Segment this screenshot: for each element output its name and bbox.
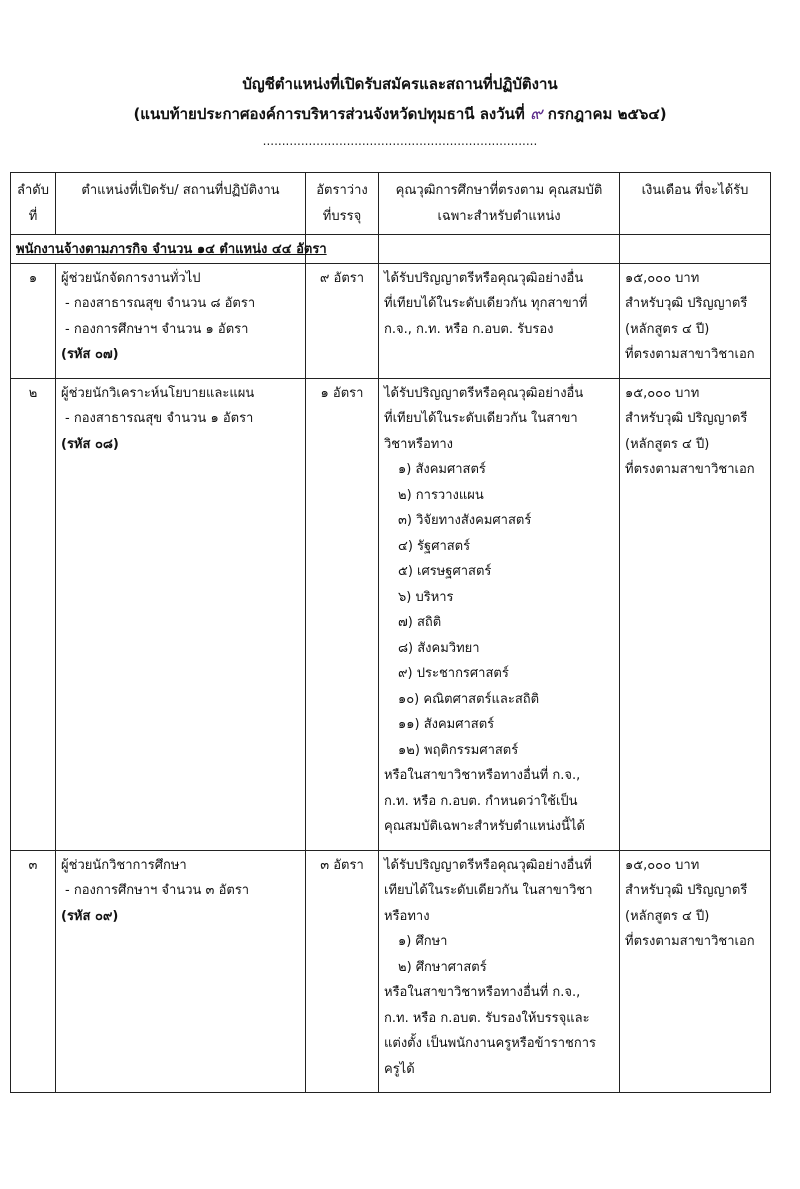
table-header-row: [11, 173, 771, 235]
salary-line: ที่ตรงตามสาขาวิชาเอก: [625, 934, 755, 949]
row-number: ๒: [11, 378, 56, 850]
major-item: ๙) ประชากรศาสตร์: [398, 666, 509, 681]
major-item: ๘) สังคมวิทยา: [398, 640, 480, 656]
salary-line: สำหรับวุฒิ ปริญญาตรี: [625, 296, 748, 311]
position-location: - กองการศึกษาฯ จำนวน ๓ อัตรา: [65, 883, 250, 898]
qualification-cell: [379, 850, 620, 1093]
qualification-cell: [379, 378, 620, 850]
salary-line: ที่ตรงตามสาขาวิชาเอก: [625, 462, 755, 477]
qualification-line: แต่งตั้ง เป็นพนักงานครูหรือข้าราชการ: [384, 1036, 597, 1051]
position-code: (รหัส ๐๗): [61, 347, 119, 362]
salary-cell: [620, 850, 771, 1093]
section-title: พนักงานจ้างตามภารกิจ จำนวน ๑๔ ตำแหน่ง ๔๔ อัตรา: [11, 235, 306, 264]
qualification-line: ก.ท. หรือ ก.อบต. กำหนดว่าใช้เป็น: [384, 793, 578, 809]
qualification-line: ที่เทียบได้ในระดับเดียวกัน ทุกสาขาที่: [384, 296, 588, 311]
qualification-line: ได้รับปริญญาตรีหรือคุณวุฒิอย่างอื่น: [384, 385, 584, 401]
position-code: (รหัส ๐๘): [61, 436, 119, 452]
major-item: ๑๐) คณิตศาสตร์และสถิติ: [398, 691, 540, 707]
row-number: ๓: [11, 850, 56, 1093]
salary-line: (หลักสูตร ๔ ปี): [625, 908, 710, 924]
major-item: ๔) รัฐศาสตร์: [398, 538, 471, 554]
table-row: [11, 263, 771, 378]
rate-cell: ๑ อัตรา: [306, 378, 379, 850]
salary-line: ๑๕,๐๐๐ บาท: [625, 385, 700, 401]
position-cell: [56, 263, 306, 378]
salary-line: ที่ตรงตามสาขาวิชาเอก: [625, 347, 755, 362]
title-divider: ........................................................................: [262, 134, 538, 148]
qualification-line: หรือในสาขาวิชาหรือทางอื่นที่ ก.จ.,: [384, 985, 581, 1000]
salary-cell: [620, 263, 771, 378]
major-item: ๒) การวางแผน: [398, 487, 484, 503]
major-item: ๑) ศึกษา: [398, 934, 448, 949]
header-rate: อัตราว่าง ที่บรรจุ: [306, 173, 379, 235]
section-qual-cell: [379, 235, 620, 264]
major-item: ๑๑) สังคมศาสตร์: [398, 717, 495, 732]
section-row: [11, 235, 771, 264]
position-cell: [56, 850, 306, 1093]
qualification-line: เทียบได้ในระดับเดียวกัน ในสาขาวิชา: [384, 883, 593, 898]
header-qualification: คุณวุฒิการศึกษาที่ตรงตาม คุณสมบัติเฉพาะสำหรับตำแหน่ง: [379, 173, 620, 235]
major-item: ๑) สังคมศาสตร์: [398, 462, 486, 477]
row-number: ๑: [11, 263, 56, 378]
rate-cell: ๓ อัตรา: [306, 850, 379, 1093]
subtitle-prefix: (แนบท้ายประกาศองค์การบริหารส่วนจังหวัดปทุมธานี ลงวันที่: [133, 105, 525, 123]
qualification-line: ได้รับปริญญาตรีหรือคุณวุฒิอย่างอื่น: [384, 270, 584, 286]
position-location: - กองสาธารณสุข จำนวน ๘ อัตรา: [65, 296, 256, 311]
positions-table: [10, 172, 771, 1093]
salary-line: ๑๕,๐๐๐ บาท: [625, 270, 700, 286]
subtitle-handwritten-day: ๙: [530, 104, 543, 124]
major-item: ๕) เศรษฐศาสตร์: [398, 564, 492, 579]
header-position: ตำแหน่งที่เปิดรับ/ สถานที่ปฏิบัติงาน: [56, 173, 306, 235]
position-title: ผู้ช่วยนักจัดการงานทั่วไป: [61, 270, 201, 286]
section-salary-cell: [620, 235, 771, 264]
header-salary: เงินเดือน ที่จะได้รับ: [620, 173, 771, 235]
qualification-line: ได้รับปริญญาตรีหรือคุณวุฒิอย่างอื่นที่: [384, 857, 592, 873]
qualification-line: ก.จ., ก.ท. หรือ ก.อบต. รับรอง: [384, 321, 554, 337]
document-subtitle: [0, 100, 800, 127]
table-body: [11, 235, 771, 1093]
qualification-line: ครูได้: [384, 1061, 415, 1077]
major-item: ๒) ศึกษาศาสตร์: [398, 959, 487, 975]
document-title: บัญชีตำแหน่งที่เปิดรับสมัครและสถานที่ปฏิบัติงาน: [242, 75, 558, 93]
major-item: ๓) วิจัยทางสังคมศาสตร์: [398, 513, 532, 528]
qualification-line: ที่เทียบได้ในระดับเดียวกัน ในสาขา: [384, 411, 578, 426]
major-item: ๗) สถิติ: [398, 615, 442, 630]
salary-line: (หลักสูตร ๔ ปี): [625, 436, 710, 452]
qualification-line: วิชาหรือทาง: [384, 436, 453, 452]
salary-line: สำหรับวุฒิ ปริญญาตรี: [625, 883, 748, 898]
salary-line: (หลักสูตร ๔ ปี): [625, 321, 710, 337]
position-code: (รหัส ๐๙): [61, 908, 119, 924]
qualification-line: หรือในสาขาวิชาหรือทางอื่นที่ ก.จ.,: [384, 768, 581, 783]
qualification-line: คุณสมบัติเฉพาะสำหรับตำแหน่งนี้ได้: [384, 819, 585, 834]
subtitle-suffix: กรกฎาคม ๒๕๖๔): [547, 105, 667, 123]
qualification-line: หรือทาง: [384, 908, 430, 924]
header-no: ลำดับ ที่: [11, 173, 56, 235]
position-location: - กองการศึกษาฯ จำนวน ๑ อัตรา: [65, 321, 249, 337]
position-title: ผู้ช่วยนักวิชาการศึกษา: [61, 857, 187, 873]
salary-cell: [620, 378, 771, 850]
table-row: [11, 378, 771, 850]
qualification-line: ก.ท. หรือ ก.อบต. รับรองให้บรรจุและ: [384, 1010, 590, 1026]
major-item: ๖) บริหาร: [398, 589, 454, 605]
position-cell: [56, 378, 306, 850]
rate-cell: ๙ อัตรา: [306, 263, 379, 378]
salary-line: ๑๕,๐๐๐ บาท: [625, 857, 700, 873]
table-row: [11, 850, 771, 1093]
position-location: - กองสาธารณสุข จำนวน ๑ อัตรา: [65, 411, 254, 426]
major-item: ๑๒) พฤติกรรมศาสตร์: [398, 742, 519, 758]
salary-line: สำหรับวุฒิ ปริญญาตรี: [625, 411, 748, 426]
position-title: ผู้ช่วยนักวิเคราะห์นโยบายและแผน: [61, 385, 255, 401]
qualification-cell: [379, 263, 620, 378]
